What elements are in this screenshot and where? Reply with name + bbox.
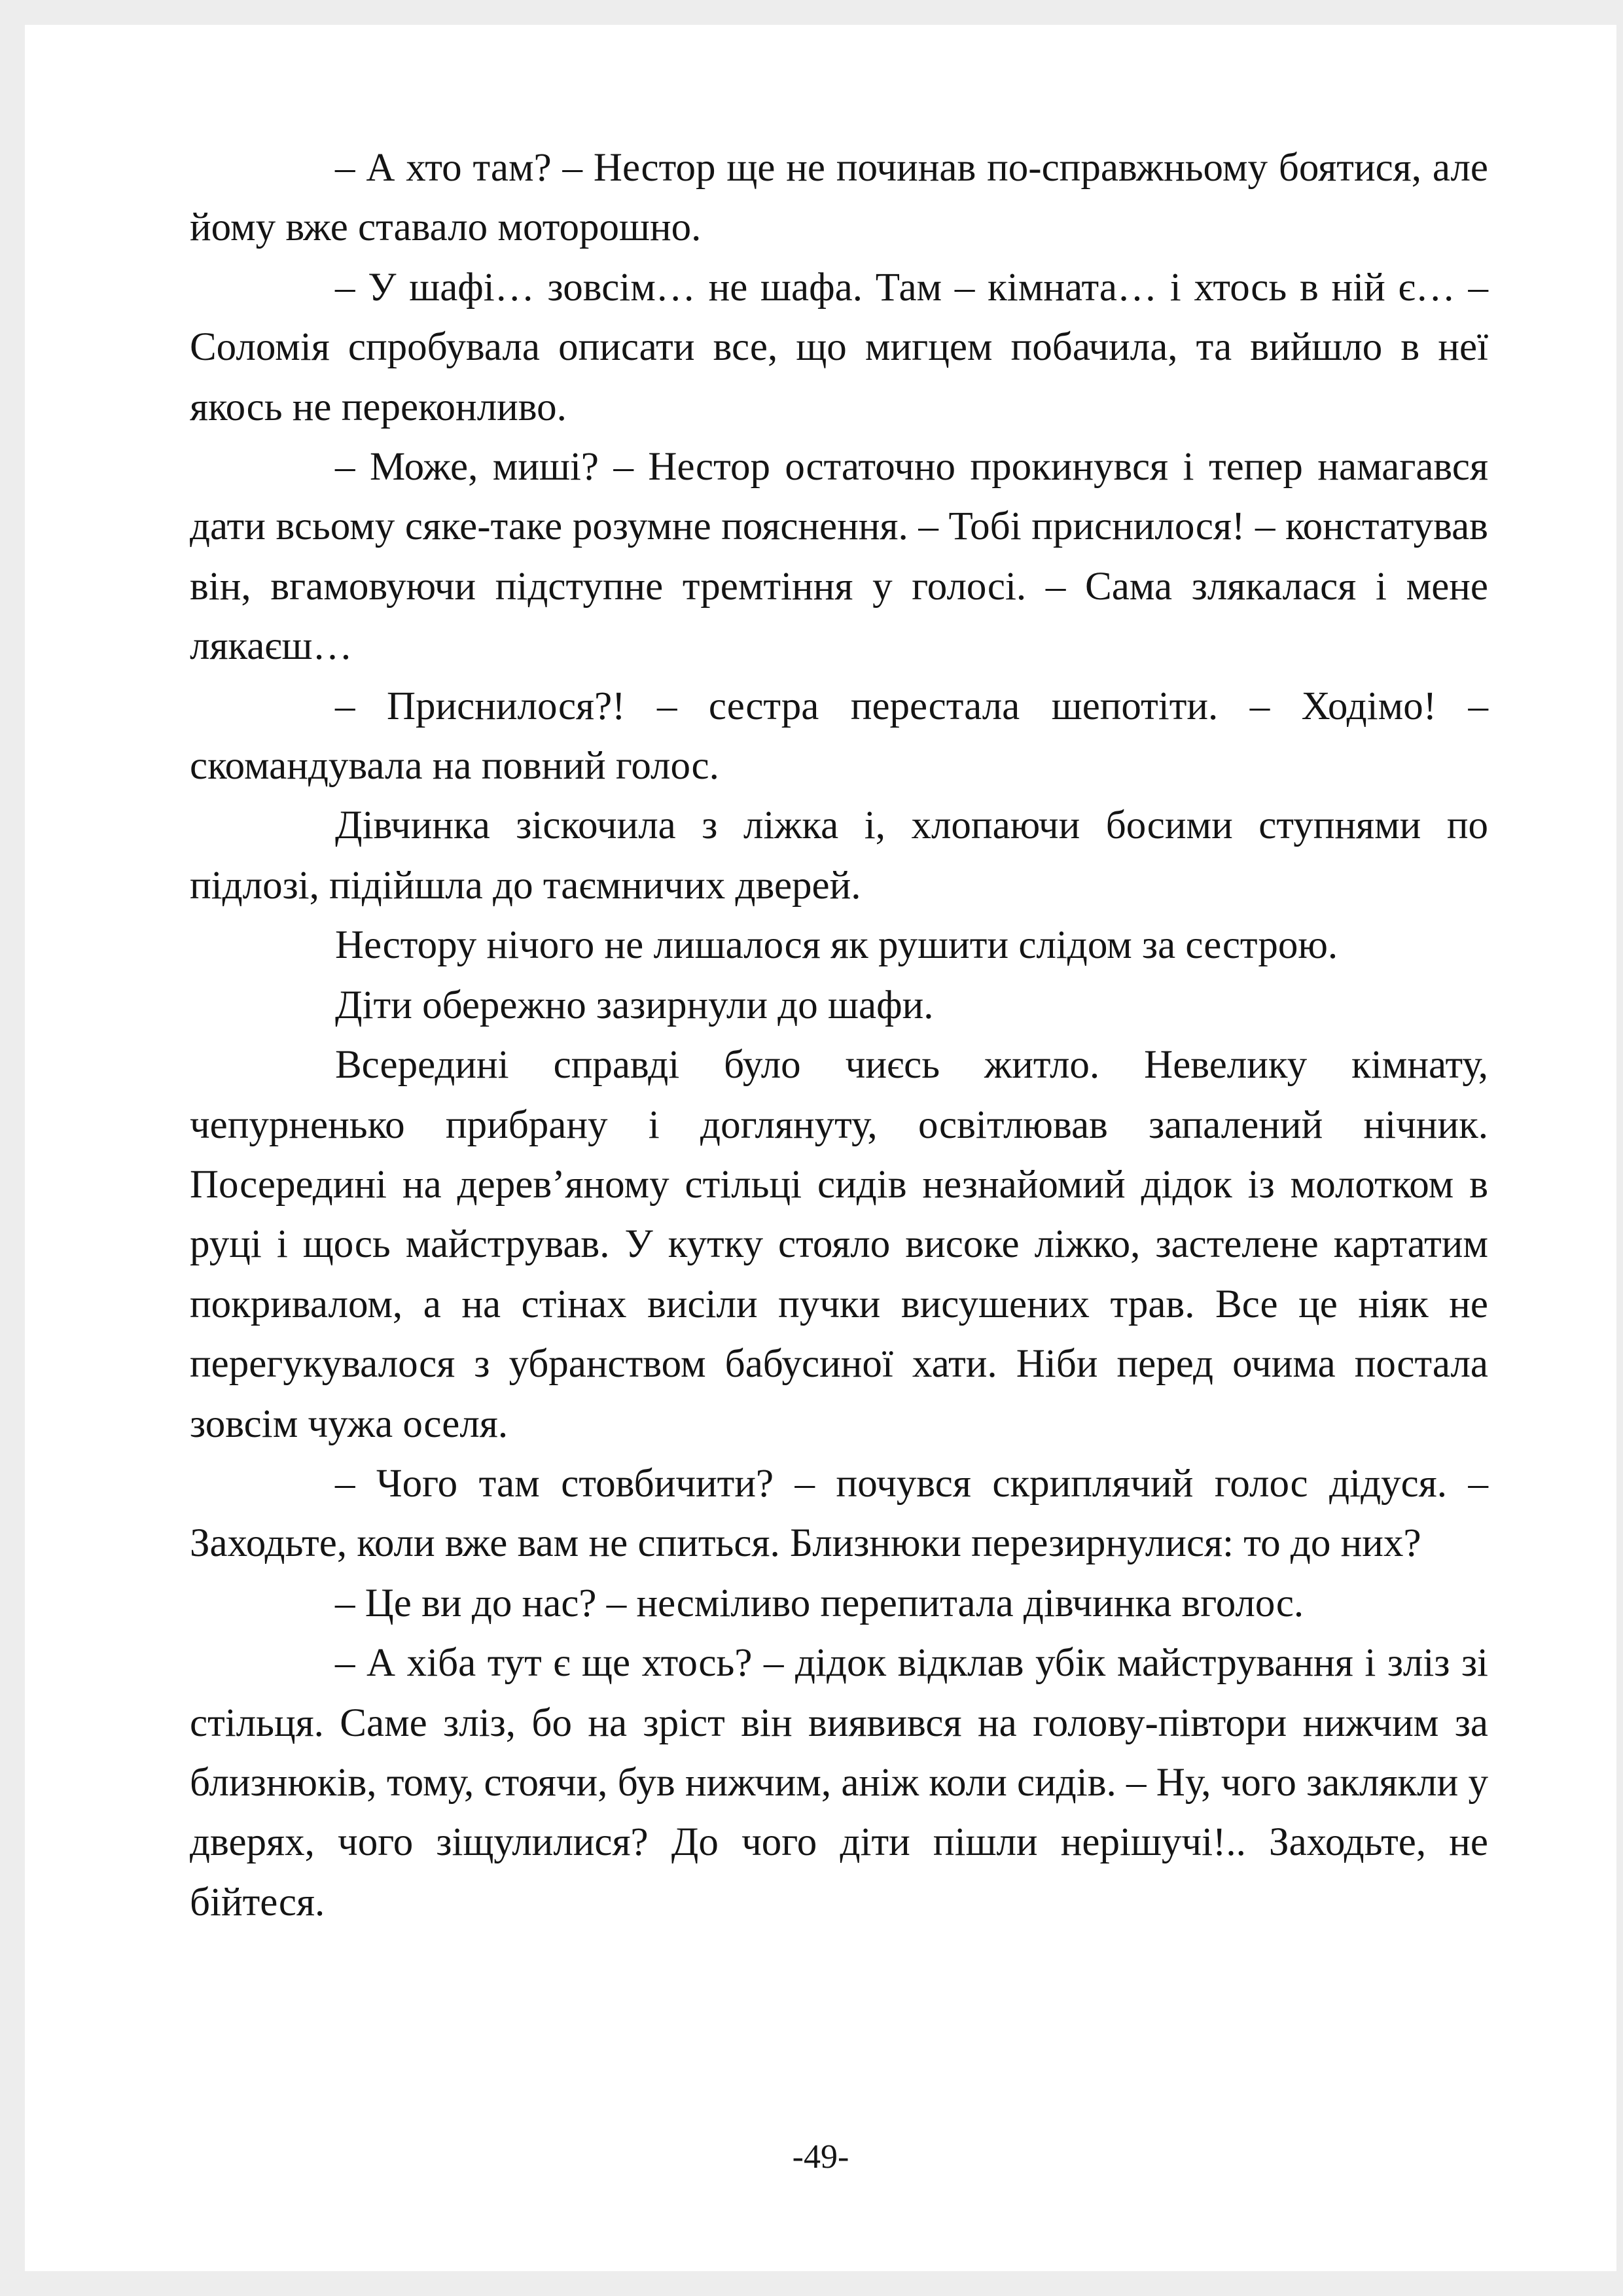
paragraph-1: – А хто там? – Нестор ще не починав по-справжньому боятися, але йому вже ставало моторошно. [190, 146, 1488, 250]
body-text [190, 138, 1488, 1932]
paragraph-4: – Приснилося?! – сестра перестала шепотіти. – Ходімо! – скомандувала на повний голос. [190, 684, 1488, 788]
paragraph-8: Всередині справді було чиєсь житло. Невелику кімнату, чепурненько прибрану і доглянуту, освітлював запалений нічник. Посередині на дерев’яному стільці сидів незнайомий дідок із молотком в руці і щось майстрував. У кутку стояло високе ліжко, застелене картатим покривалом, а на стінах висіли пучки висушених трав. Все це ніяк не перегукувалося з убранством бабусиної хати. Ніби перед очима постала зовсім чужа оселя. [190, 1043, 1488, 1446]
paragraph-6: Нестору нічого не лишалося як рушити слідом за сестрою. [335, 923, 1338, 968]
document-page [25, 25, 1616, 2271]
paragraph-9: – Чого там стовбичити? – почувся скриплячий голос дідуся. – Заходьте, коли вже вам не спиться. Близнюки перезирнулися: то до них? [190, 1461, 1488, 1566]
paragraph-10: – Це ви до нас? – несміливо перепитала дівчинка вголос. [335, 1581, 1304, 1625]
paragraph-7: Діти обережно зазирнули до шафи. [335, 983, 934, 1027]
page-number: -49- [792, 2138, 849, 2176]
paragraph-11: – А хіба тут є ще хтось? – дідок відклав убік майстрування і зліз зі стільця. Саме зліз, бо на зріст він виявився на голову-півтори нижчим за близнюків, тому, стоячи, був нижчим, аніж коли сидів. – Ну, чого заклякли у дверях, чого зіщулилися? До чого діти пішли нерішучі!.. Заходьте, не бійтеся. [190, 1641, 1488, 1924]
paragraph-5: Дівчинка зіскочила з ліжка і, хлопаючи босими ступнями по підлозі, підійшла до таємничих дверей. [190, 804, 1488, 908]
paragraph-3: – Може, миші? – Нестор остаточно прокинувся і тепер намагався дати всьому сяке-таке розумне пояснення. – Тобі приснилося! – констатував він, вгамовуючи підступне тремтіння у голосі. – Сама злякалася і мене лякаєш… [190, 445, 1488, 669]
paragraph-2: – У шафі… зовсім… не шафа. Там – кімната… і хтось в ній є… – Соломія спробувала описати все, що мигцем побачила, та вийшло в неї якось не переконливо. [190, 265, 1488, 429]
